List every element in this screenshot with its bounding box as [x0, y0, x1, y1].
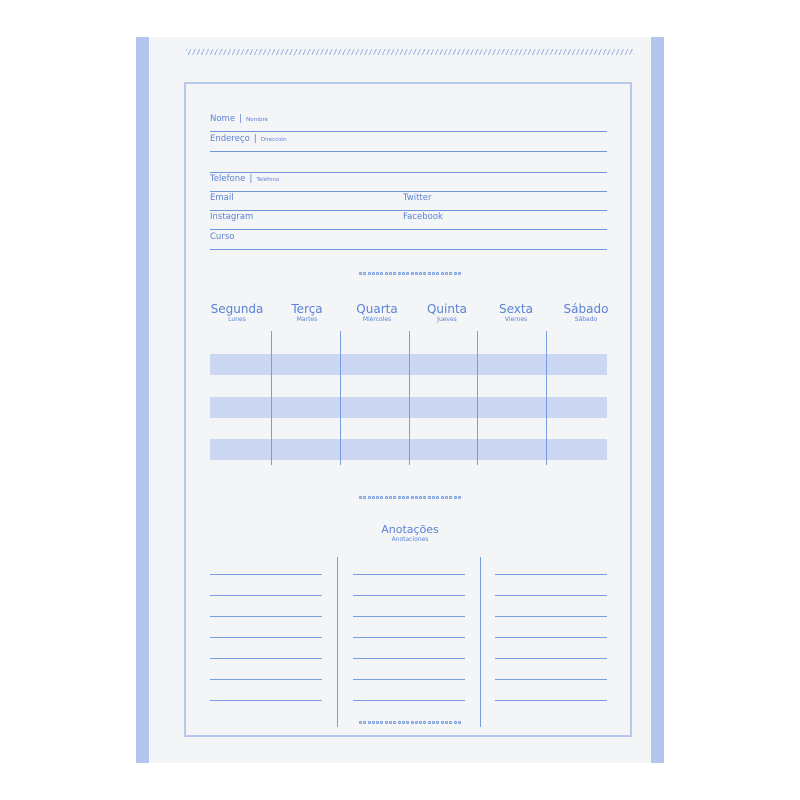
phone-label-es: Teléfono: [256, 177, 280, 183]
facebook-field[interactable]: [403, 211, 607, 230]
day-tuesday: [272, 302, 342, 324]
schedule-column-divider: [546, 331, 547, 465]
day-monday: [202, 302, 272, 324]
notes-line-col1[interactable]: [210, 637, 322, 638]
day-label: Terça: [291, 302, 323, 316]
notes-title: Anotações: [381, 523, 439, 536]
notes-line-col1[interactable]: [210, 616, 322, 617]
notes-column-divider: [480, 557, 481, 727]
notes-line-col2[interactable]: [353, 679, 465, 680]
day-thursday: [412, 302, 482, 324]
schedule-column-divider: [271, 331, 272, 465]
notes-line-col3[interactable]: [495, 616, 607, 617]
notes-line-col3[interactable]: [495, 679, 607, 680]
left-stripe: [136, 37, 149, 763]
notes-line-col1[interactable]: [210, 595, 322, 596]
twitter-field[interactable]: [403, 192, 607, 211]
notes-line-col2[interactable]: [353, 658, 465, 659]
day-wednesday: [342, 302, 412, 324]
day-label-es: Martes: [296, 316, 318, 323]
day-label: Quarta: [356, 302, 398, 316]
notes-line-col3[interactable]: [495, 637, 607, 638]
notes-line-col2[interactable]: [353, 574, 465, 575]
course-field[interactable]: [210, 231, 607, 250]
day-saturday: [551, 302, 621, 324]
notes-line-col3[interactable]: [495, 574, 607, 575]
email-field[interactable]: [210, 192, 403, 211]
notes-heading: [336, 523, 484, 544]
phone-field[interactable]: Telefone | Teléfono: [210, 173, 607, 192]
address-field-line-2[interactable]: [210, 154, 607, 173]
name-field[interactable]: Nome | Nombre: [210, 113, 607, 132]
schedule-column-divider: [409, 331, 410, 465]
schedule-column-divider: [477, 331, 478, 465]
dot-divider-bottom: [359, 719, 461, 725]
notes-line-col2[interactable]: [353, 700, 465, 701]
notes-line-col3[interactable]: [495, 658, 607, 659]
day-friday: [481, 302, 551, 324]
notes-line-col2[interactable]: [353, 637, 465, 638]
notes-line-col1[interactable]: [210, 658, 322, 659]
day-label-es: Jueves: [437, 316, 457, 323]
notes-line-col1[interactable]: [210, 574, 322, 575]
facebook-label: Facebook: [403, 212, 443, 222]
instagram-label: Instagram: [210, 212, 254, 222]
planner-sheet: [136, 37, 664, 763]
day-label-es: Miércoles: [362, 316, 392, 323]
day-label: Segunda: [210, 302, 264, 316]
address-field[interactable]: Endereço | Dirección: [210, 133, 607, 152]
course-label: Curso: [210, 232, 235, 242]
twitter-label: Twitter: [403, 193, 432, 203]
notes-title-es: Anotaciones: [391, 536, 429, 543]
notes-line-col1[interactable]: [210, 679, 322, 680]
day-label-es: Sábado: [574, 316, 598, 323]
right-stripe: [651, 37, 664, 763]
schedule-column-divider: [340, 331, 341, 465]
name-label: Nome: [210, 114, 236, 124]
hatch-pattern: [186, 49, 634, 55]
notes-line-col2[interactable]: [353, 616, 465, 617]
day-label-es: Lunes: [228, 316, 246, 323]
day-label: Quinta: [426, 302, 468, 316]
dot-divider-top: [359, 270, 461, 276]
notes-line-col3[interactable]: [495, 700, 607, 701]
address-label: Endereço: [210, 134, 250, 144]
address-label-es: Dirección: [260, 137, 287, 143]
notes-line-col1[interactable]: [210, 700, 322, 701]
notes-line-col3[interactable]: [495, 595, 607, 596]
phone-label: Telefone: [210, 174, 246, 184]
instagram-field[interactable]: [210, 211, 403, 230]
day-label: Sábado: [563, 302, 609, 316]
notes-line-col2[interactable]: [353, 595, 465, 596]
day-label-es: Viernes: [504, 316, 528, 323]
notes-column-divider: [337, 557, 338, 727]
day-label: Sexta: [499, 302, 533, 316]
email-label: Email: [210, 193, 234, 203]
dot-divider-middle: [359, 494, 461, 500]
name-label-es: Nombre: [246, 117, 268, 123]
